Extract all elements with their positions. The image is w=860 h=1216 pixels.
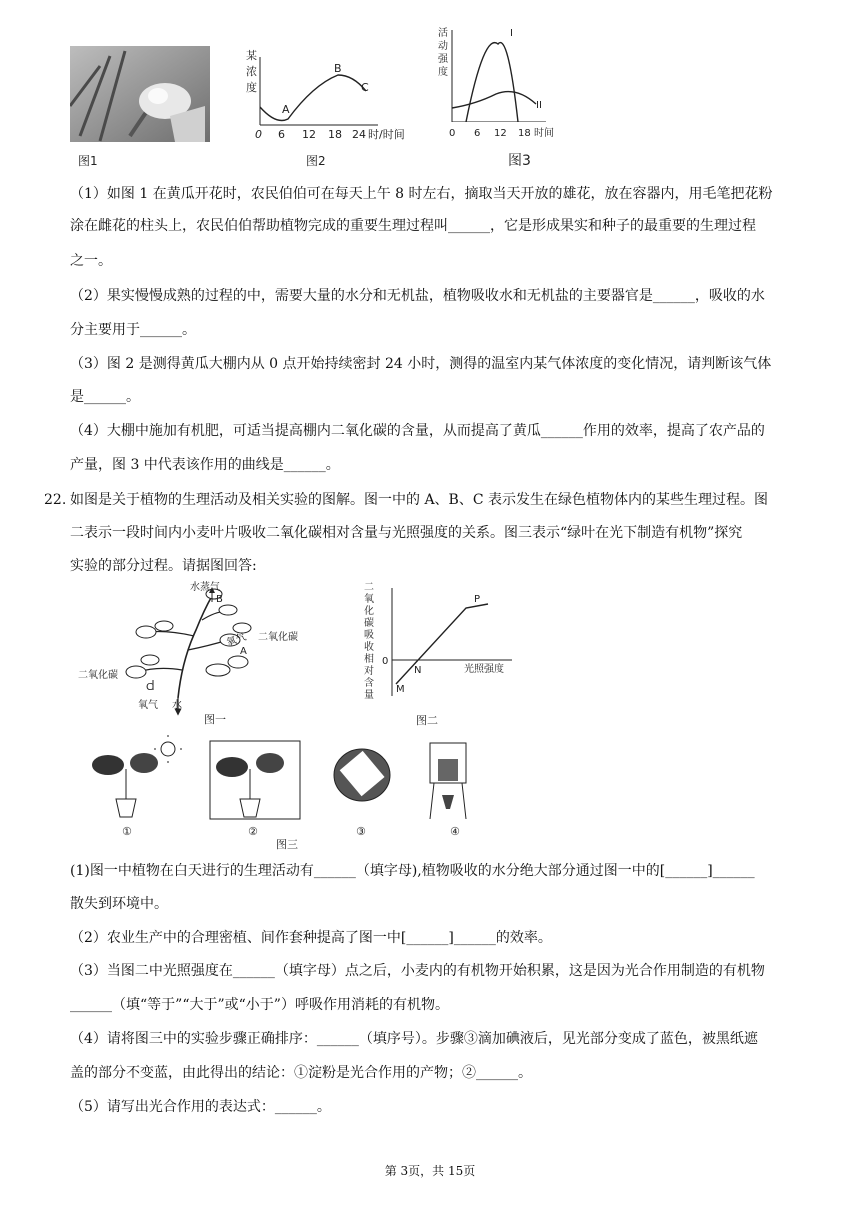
fig3-chart (436, 22, 566, 122)
fig3-xtick-18: 18 (518, 128, 531, 139)
co2-light-chart (362, 578, 542, 708)
fig2-xtick-6: 6 (278, 128, 285, 141)
fig3-axis-labels (436, 124, 566, 140)
co2-zero: 0 (382, 656, 389, 667)
q22-sub1-line-2: 散失到环境中。 (70, 896, 168, 912)
co2-point-m: M (396, 684, 405, 695)
experiment-steps (90, 735, 490, 845)
q22-line-2: 二表示一段时间内小麦叶片吸收二氧化碳相对含量与光照强度的关系。图三表示“绿叶在光下制造有机物”探究 (70, 525, 743, 541)
q22-line-1: 如图是关于植物的生理活动及相关实验的图解。图一中的 A、B、C 表示发生在绿色植物体内的某些生理过程。图 (70, 492, 769, 508)
q22-sub5: （5）请写出光合作用的表达式：______。 (70, 1099, 331, 1115)
step-4-illustration (430, 743, 466, 819)
q21-line-3: 之一。 (70, 253, 112, 269)
fig2-xtick-24: 24 (352, 128, 366, 141)
step-2-label: ② (248, 825, 258, 838)
fig2-ylabel-2: 浓 (246, 65, 257, 78)
fig3-curve-2-label: II (536, 100, 542, 111)
q21-line-4: （2）果实慢慢成熟的过程的中，需要大量的水分和无机盐，植物吸收水和无机盐的主要器官是______，吸收的水 (70, 288, 765, 304)
co2-ylabel-6: 收 (364, 642, 374, 653)
step-1-illustration (92, 735, 182, 817)
fig3-xtick-0: 0 (449, 128, 456, 139)
fig2-curve (260, 75, 366, 121)
q22-sub1-line-1: (1)图一中植物在白天进行的生理活动有______（填字母),植物吸收的水分绝大部分通过图一中的[______]______ (70, 863, 755, 879)
fig2-ylabel-3: 度 (246, 81, 257, 94)
plant-diagram-caption: 图一 (204, 713, 226, 726)
fig2-xtick-18: 18 (328, 128, 342, 141)
q22-sub3-line-1: （3）当图二中光照强度在______（填字母）点之后，小麦内的有机物开始积累，这是因为光合作用制造的有机物 (70, 963, 765, 979)
fig3-xlabel: 时间 (534, 128, 554, 139)
q22-sub4-line-1: （4）请将图三中的实验步骤正确排序：______（填序号）。步骤③滴加碘液后，见光部分变成了蓝色，被黑纸遮 (70, 1031, 758, 1047)
fig2-ylabel-1: 某 (246, 49, 257, 62)
plant-label-vapor: 水蒸气 (190, 582, 220, 593)
step-4-label: ④ (450, 825, 460, 838)
co2-ylabel-8: 对 (364, 666, 374, 677)
fig2-chart (238, 45, 413, 155)
plant-label-b: B (216, 594, 223, 605)
plant-label-oxygen-right: 氧气 (225, 631, 248, 649)
co2-chart-caption: 图二 (416, 714, 438, 727)
q21-line-6: （3）图 2 是测得黄瓜大棚内从 0 点开始持续密封 24 小时，测得的温室内某气体浓度的变化情况，请判断该气体 (70, 356, 772, 372)
q21-line-5: 分主要用于______。 (70, 322, 196, 338)
experiment-caption: 图三 (276, 838, 298, 851)
step-1-label: ① (122, 825, 132, 838)
q21-line-9: 产量，图 3 中代表该作用的曲线是______。 (70, 457, 340, 473)
fig1-caption: 图1 (78, 154, 98, 168)
co2-ylabel-2: 氧 (364, 594, 374, 605)
fig2-origin: 0 (255, 128, 262, 141)
co2-ylabel-10: 量 (364, 690, 374, 701)
fig3-ylabel-1: 活 (438, 28, 448, 39)
q22-number: 22. (44, 492, 67, 508)
co2-ylabel-3: 化 (364, 606, 374, 617)
plant-label-water: 水 (172, 700, 182, 711)
step-3-label: ③ (356, 825, 366, 838)
plant-label-co2-left: 二氧化碳 (78, 670, 118, 681)
fig2-caption: 图2 (306, 154, 326, 168)
fig3-xtick-6: 6 (474, 128, 481, 139)
q21-line-7: 是______。 (70, 389, 140, 405)
q22-sub3-line-2: ______（填“等于”“大于”或“小于”）呼吸作用消耗的有机物。 (70, 997, 449, 1013)
fig3-curve-1-label: I (510, 28, 513, 39)
plant-label-c: C (146, 682, 153, 693)
cucumber-flower-photo (70, 46, 210, 142)
step-3-illustration (334, 749, 390, 801)
q21-line-8: （4）大棚中施加有机肥，可适当提高棚内二氧化碳的含量，从而提高了黄瓜______作用的效率，提高了农产品的 (70, 423, 765, 439)
fig2-point-c: C (361, 81, 369, 94)
co2-point-p: P (474, 594, 481, 605)
fig3-xtick-12: 12 (494, 128, 507, 139)
fig2-point-a: A (282, 103, 290, 116)
fig3-caption: 图3 (508, 153, 531, 169)
q22-sub2: （2）农业生产中的合理密植、间作套种提高了图一中[______]______的效率。 (70, 930, 552, 946)
co2-point-n: N (414, 665, 422, 676)
fig2-xlabel: 时/时间 (368, 128, 405, 141)
co2-ylabel-1: 二 (364, 582, 374, 593)
fig2-xtick-12: 12 (302, 128, 316, 141)
co2-ylabel-9: 含 (364, 678, 374, 689)
fig3-ylabel-2: 动 (438, 41, 448, 52)
fig3-curve-2 (452, 92, 536, 108)
q22-sub4-line-2: 盖的部分不变蓝，由此得出的结论：①淀粉是光合作用的产物；②______。 (70, 1065, 532, 1081)
plant-label-a: A (240, 646, 247, 657)
co2-ylabel-7: 相 (364, 654, 374, 665)
fig2-point-b: B (334, 62, 342, 75)
co2-ylabel-5: 吸 (364, 630, 374, 641)
fig3-ylabel-4: 度 (438, 67, 448, 78)
q21-line-1: （1）如图 1 在黄瓜开花时，农民伯伯可在每天上午 8 时左右，摘取当天开放的雄花，放在容器内，用毛笔把花粉 (70, 186, 773, 202)
co2-ylabel-4: 碳 (364, 618, 374, 629)
q22-line-3: 实验的部分过程。请据图回答: (70, 558, 257, 574)
plant-diagram (78, 580, 308, 720)
fig3-curve-1 (466, 43, 518, 122)
page-footer: 第 3页，共 15页 (384, 1164, 476, 1178)
fig3-ylabel-3: 强 (438, 54, 448, 65)
plant-label-oxygen-bottom: 氧气 (138, 700, 158, 711)
co2-xlabel: 光照强度 (464, 664, 504, 675)
step-2-illustration (210, 741, 300, 819)
plant-label-co2-right: 二氧化碳 (258, 632, 298, 643)
q21-line-2: 涂在雌花的柱头上，农民伯伯帮助植物完成的重要生理过程叫______，它是形成果实和种子的最重要的生理过程 (70, 218, 756, 234)
